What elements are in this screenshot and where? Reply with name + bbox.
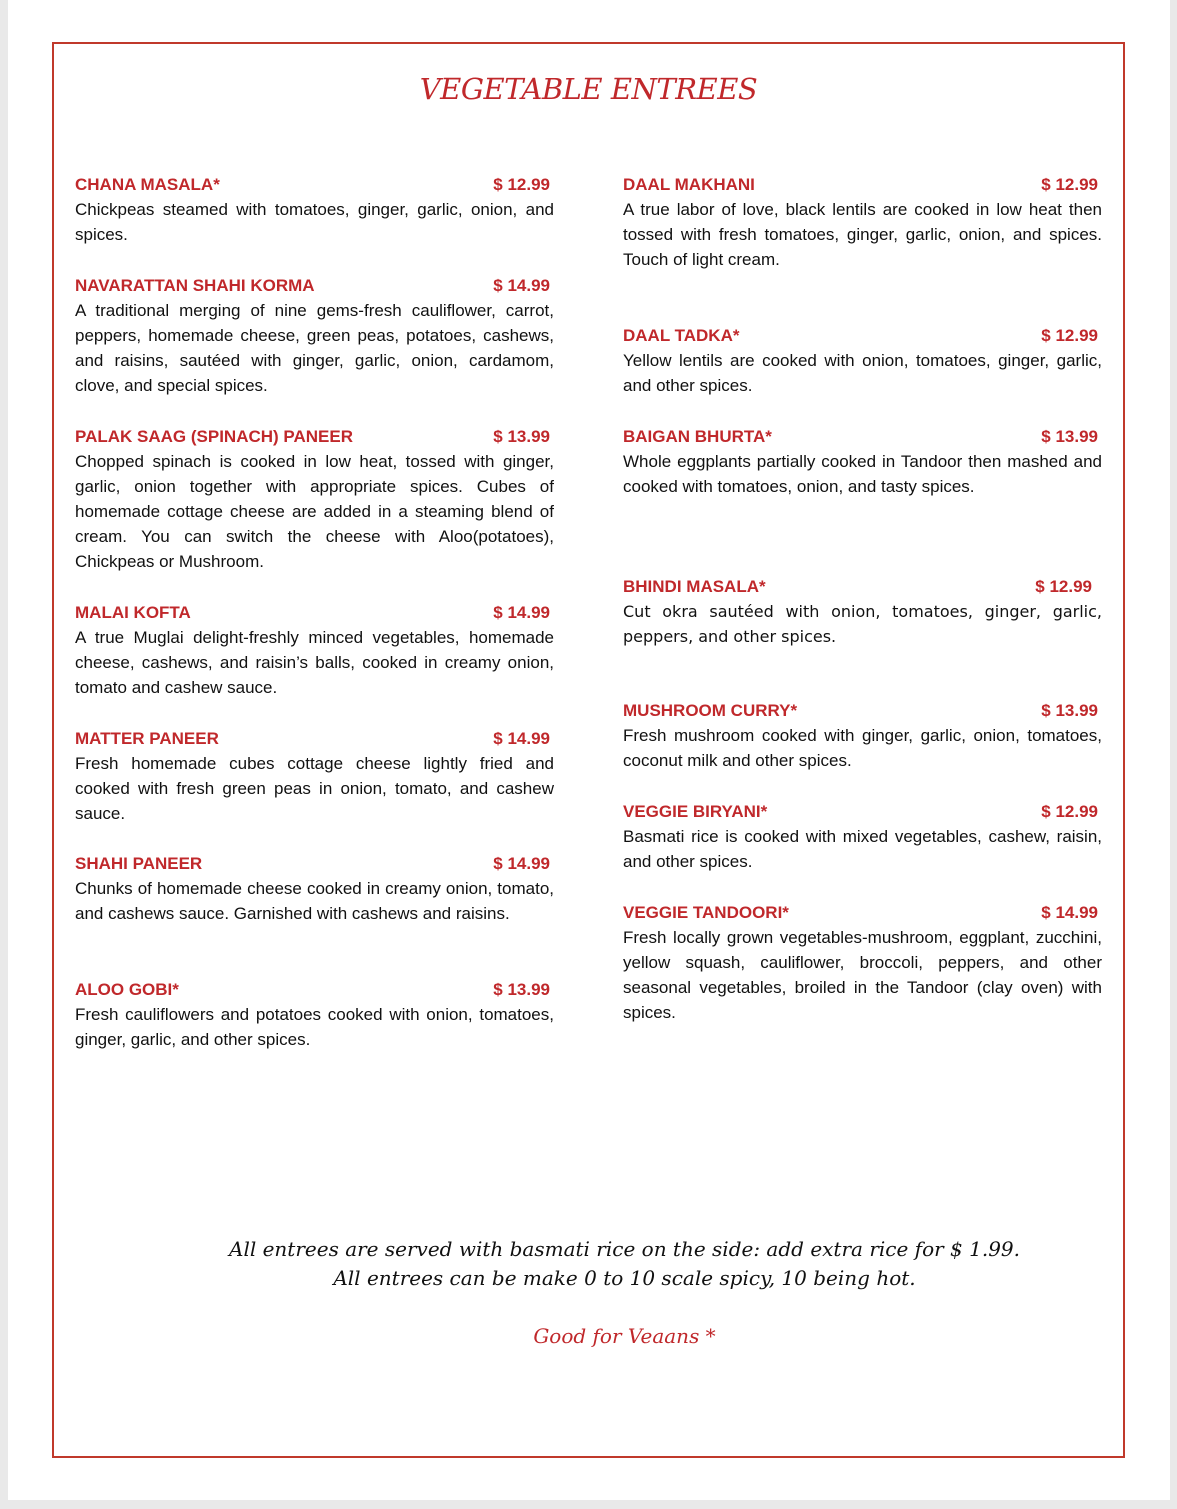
menu-item [75,424,554,574]
footer-spice-note: All entrees can be make 0 to 10 scale spicy, 10 being hot. [333,1266,916,1290]
item-description: Chopped spinach is cooked in low heat, tossed with ginger, garlic, onion together with appropriate spices. Cubes of homemade cottage cheese are added in a steaming blend of cream. You can switch the cheese with Aloo(potatoes), Chickpeas or Mushroom. [75,452,554,571]
item-name: PALAK SAAG (SPINACH) PANEER [75,427,353,446]
item-price: $ 12.99 [1041,326,1098,345]
item-price: $ 13.99 [1041,701,1098,720]
menu-item [75,600,554,700]
item-price: $ 14.99 [1041,903,1098,922]
item-description: A true labor of love, black lentils are cooked in low heat then tossed with fresh tomatoes, ginger, garlic, onion, and spices. Touch of light cream. [623,200,1102,269]
item-name: SHAHI PANEER [75,854,203,873]
item-description: Fresh locally grown vegetables-mushroom, eggplant, zucchini, yellow squash, cauliflower, broccoli, peppers, and other seasonal vegetables, broiled in the Tandoor (clay oven) with spices. [623,928,1102,1022]
item-description: Cut okra sautéed with onion, tomatoes, ginger, garlic, peppers, and other spices. [623,602,1102,646]
menu-item [623,424,1102,499]
item-price: $ 14.99 [493,729,550,748]
menu-item [623,900,1102,1025]
menu-item [75,172,554,247]
item-description: Fresh homemade cubes cottage cheese lightly fried and cooked with fresh green peas in onion, tomato, and cashew sauce. [75,754,554,823]
item-price: $ 14.99 [493,603,550,622]
menu-item [75,273,554,398]
item-name: MATTER PANEER [75,729,219,748]
item-description: Yellow lentils are cooked with onion, tomatoes, ginger, garlic, and other spices. [623,351,1102,395]
item-price: $ 14.99 [493,276,550,295]
item-price: $ 13.99 [493,980,550,999]
item-name: MUSHROOM CURRY* [623,701,798,720]
item-name: DAAL MAKHANI [623,175,755,194]
item-description: Whole eggplants partially cooked in Tandoor then mashed and cooked with tomatoes, onion, and tasty spices. [623,452,1102,496]
item-description: A traditional merging of nine gems-fresh cauliflower, carrot, peppers, homemade cheese, green peas, potatoes, cashews, and raisins, sautéed with ginger, garlic, onion, cardamom, clove, and special spices. [75,301,554,395]
item-name: NAVARATTAN SHAHI KORMA [75,276,315,295]
item-price: $ 12.99 [1041,175,1098,194]
item-price: $ 14.99 [493,854,550,873]
item-description: Fresh mushroom cooked with ginger, garlic, onion, tomatoes, coconut milk and other spices. [623,726,1102,770]
menu-border-frame [52,42,1125,1458]
item-name: BAIGAN BHURTA* [623,427,772,446]
item-name: CHANA MASALA* [75,175,220,194]
item-price: $ 12.99 [493,175,550,194]
menu-title: VEGETABLE ENTREES [419,72,758,106]
item-description: Chickpeas steamed with tomatoes, ginger, garlic, onion, and spices. [75,200,554,244]
item-name: BHINDI MASALA* [623,577,766,596]
item-price: $ 13.99 [1041,427,1098,446]
item-name: ALOO GOBI* [75,980,179,999]
menu-item [75,851,554,926]
item-name: VEGGIE TANDOORI* [623,903,789,922]
item-name: VEGGIE BIRYANI* [623,802,768,821]
item-price: $ 13.99 [493,427,550,446]
item-name: DAAL TADKA* [623,326,740,345]
footer-vegan-note: Good for Veaans * [533,1324,716,1348]
menu-item [623,698,1102,773]
item-name: MALAI KOFTA [75,603,191,622]
item-description: Basmati rice is cooked with mixed vegetables, cashew, raisin, and other spices. [623,827,1102,871]
menu-page [8,0,1170,1500]
item-description: A true Muglai delight-freshly minced vegetables, homemade cheese, cashews, and raisin’s balls, cooked in creamy onion, tomato and cashew sauce. [75,628,554,697]
item-description: Chunks of homemade cheese cooked in creamy onion, tomato, and cashews sauce. Garnished with cashews and raisins. [75,879,554,923]
menu-item [75,726,554,826]
menu-item [623,323,1102,398]
menu-item [623,574,1102,649]
menu-item [75,977,554,1052]
menu-item [623,799,1102,874]
item-description: Fresh cauliflowers and potatoes cooked with onion, tomatoes, ginger, garlic, and other spices. [75,1005,554,1049]
menu-item [623,172,1102,272]
footer-rice-note: All entrees are served with basmati rice on the side: add extra rice for $ 1.99. [229,1237,1020,1261]
item-price: $ 12.99 [1035,577,1092,596]
item-price: $ 12.99 [1041,802,1098,821]
